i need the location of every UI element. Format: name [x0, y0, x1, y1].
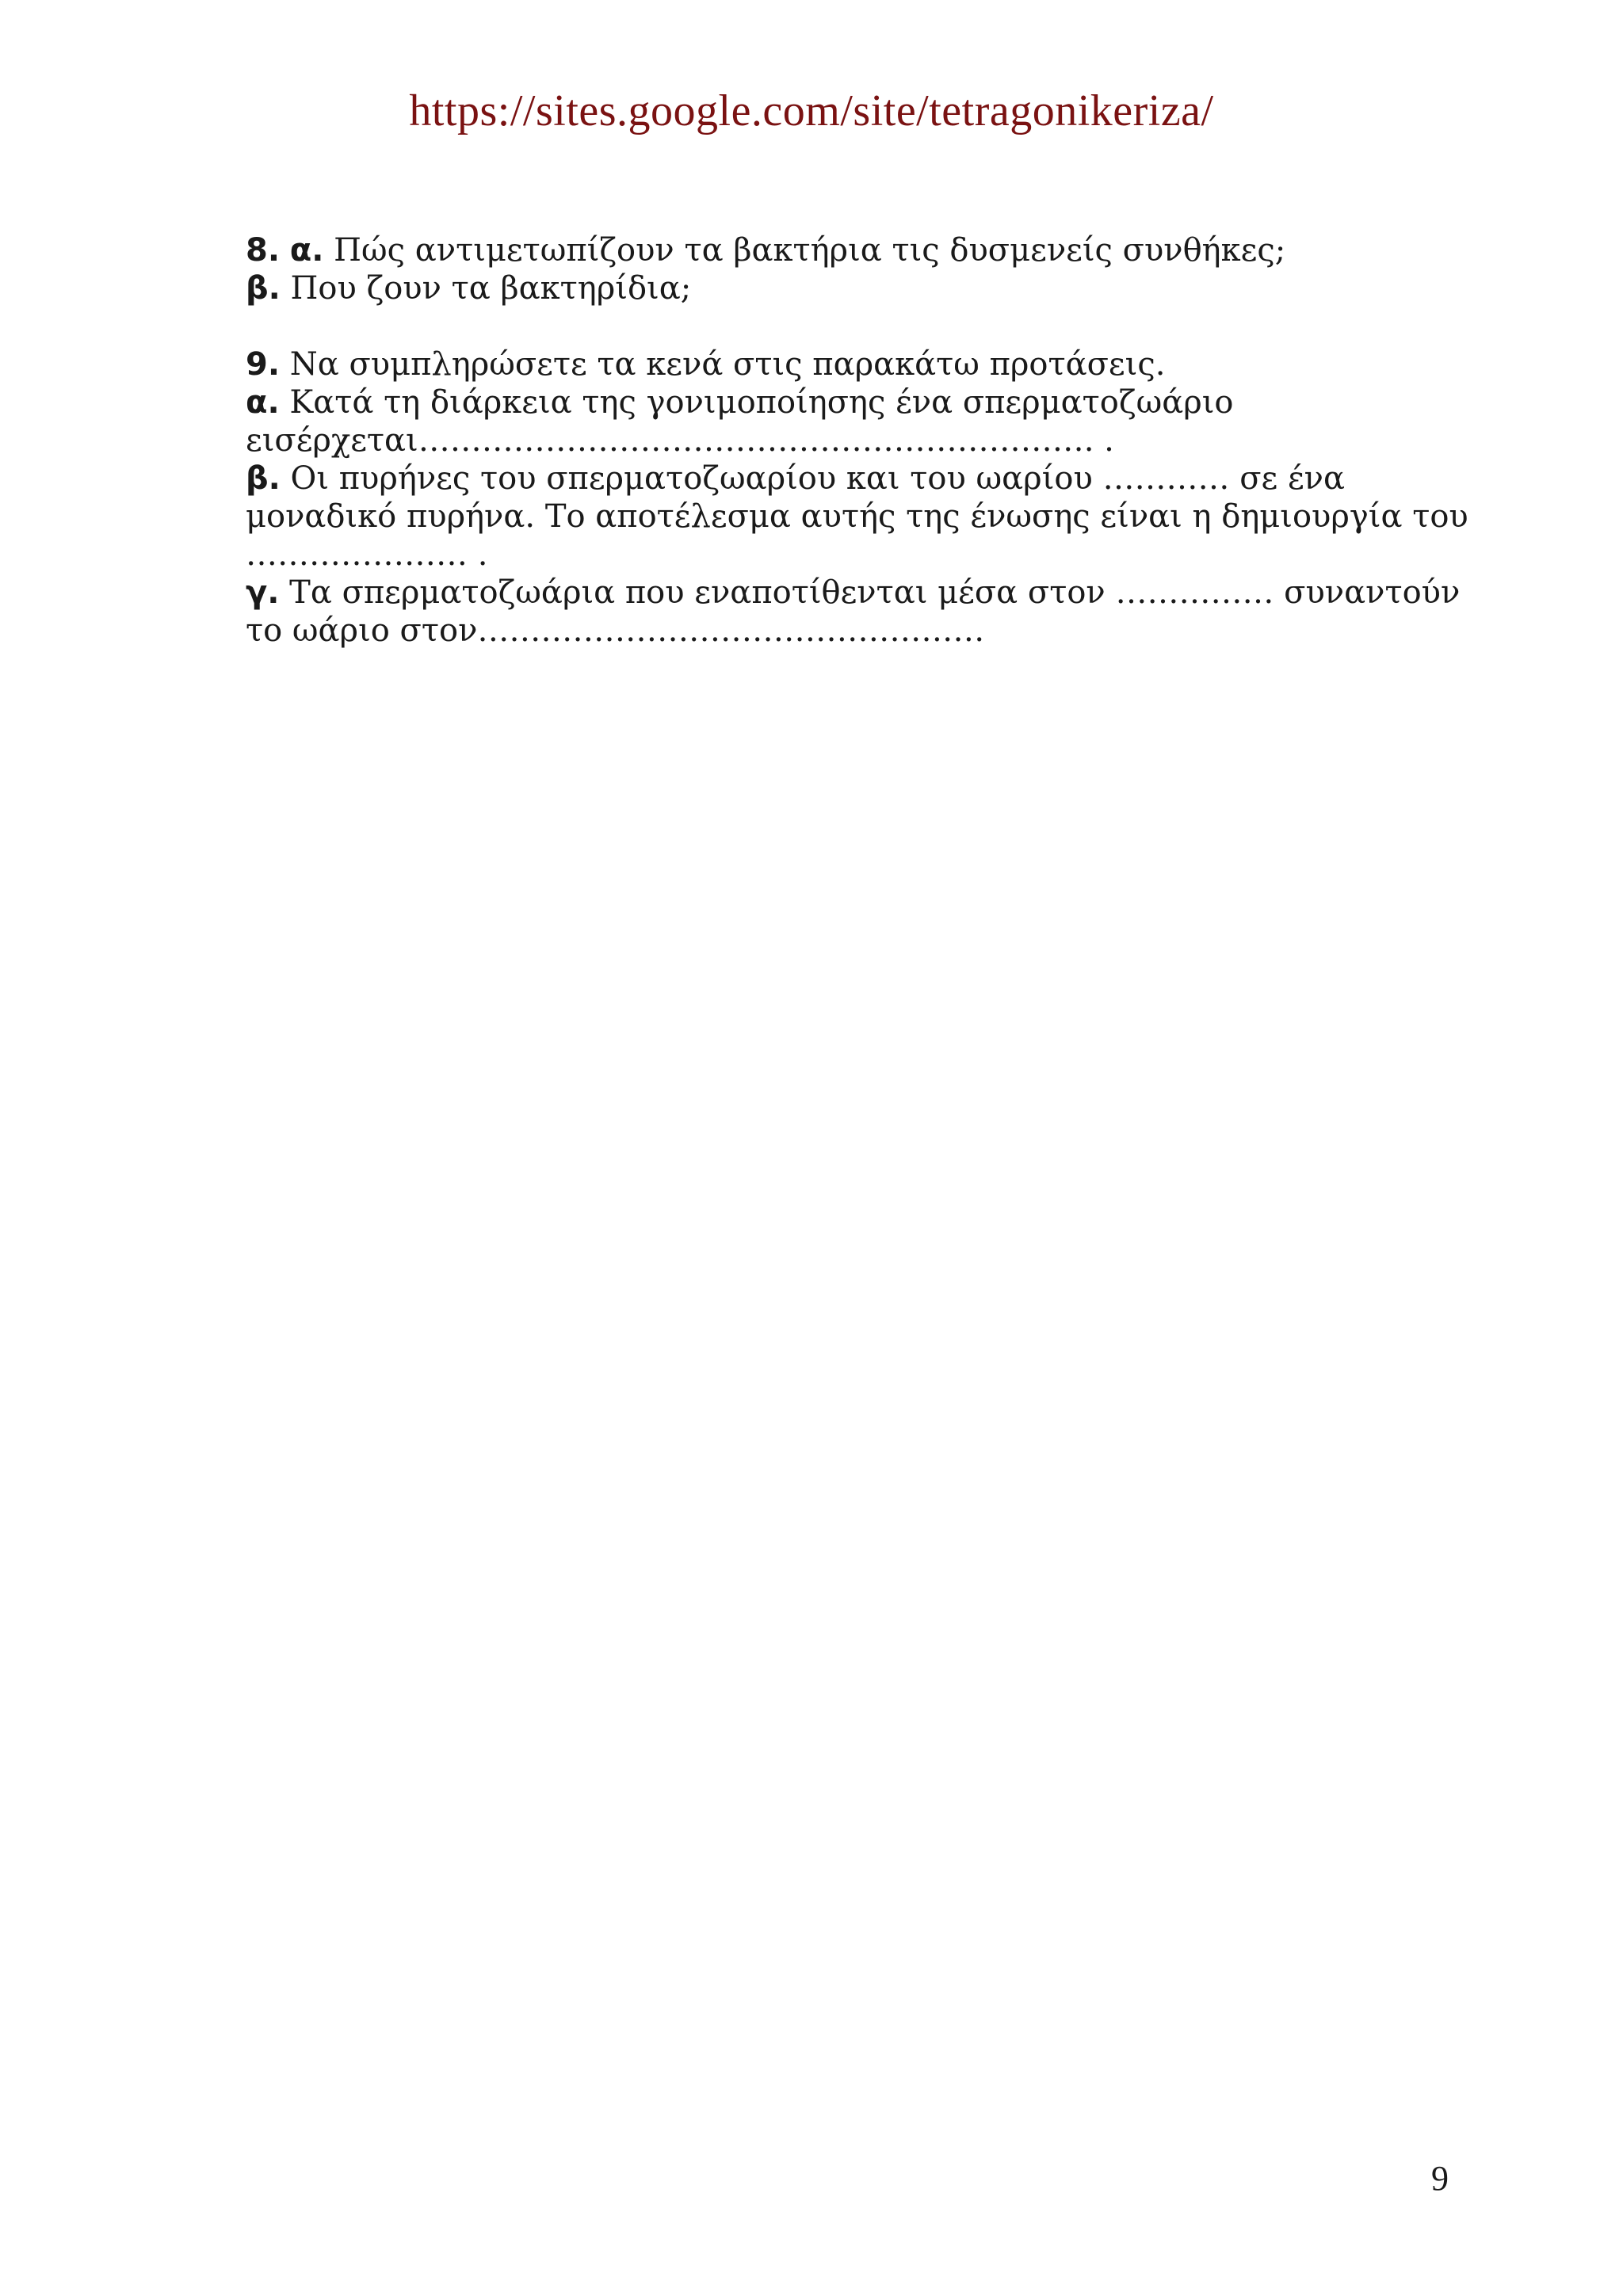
question-text: Οι πυρήνες του σπερματοζωαρίου και του ωαρίου ………… σε ένα [290, 460, 1345, 497]
item-marker: α. [246, 384, 280, 421]
question-text: Κατά τη διάρκεια της γονιμοποίησης ένα σπερματοζωάριο [289, 384, 1234, 421]
question-9-intro [246, 345, 1434, 383]
header-url: https://sites.google.com/site/tetragonikeriza/ [409, 86, 1214, 135]
item-marker: β. [246, 270, 281, 307]
question-8b [246, 269, 1434, 307]
question-text: Τα σπερματοζωάρια που εναποτίθενται μέσα στον …………… συναντούν [289, 574, 1461, 611]
worksheet-content [246, 231, 1468, 650]
question-9a-line2: εισέρχεται………………………………………………………. . [246, 422, 1114, 459]
question-text: Να συμπληρώσετε τα κενά στις παρακάτω προτάσεις. [289, 346, 1166, 383]
spacer [246, 307, 1434, 345]
question-text: Πώς αντιμετωπίζουν τα βακτήρια τις δυσμενείς συνθήκες; [334, 232, 1286, 269]
item-marker: β. [246, 460, 281, 497]
question-number: 9. [246, 346, 281, 383]
question-9b-line1 [246, 460, 1434, 498]
question-9c-line1 [246, 574, 1461, 612]
question-text: Που ζουν τα βακτηρίδια; [290, 270, 692, 307]
question-9b-line3: ………………… . [246, 536, 488, 573]
item-marker: α. [289, 232, 324, 269]
question-9a-line1 [246, 383, 1434, 421]
question-9c-line2: το ωάριο στον………………………………………… [246, 612, 985, 649]
question-number: 8. [246, 232, 281, 269]
page-number: 9 [1431, 2159, 1449, 2198]
item-marker: γ. [246, 574, 280, 611]
question-8a [246, 231, 1434, 269]
question-9b-line2: μοναδικό πυρήνα. Το αποτέλεσμα αυτής της ένωσης είναι η δημιουργία του [246, 498, 1468, 535]
